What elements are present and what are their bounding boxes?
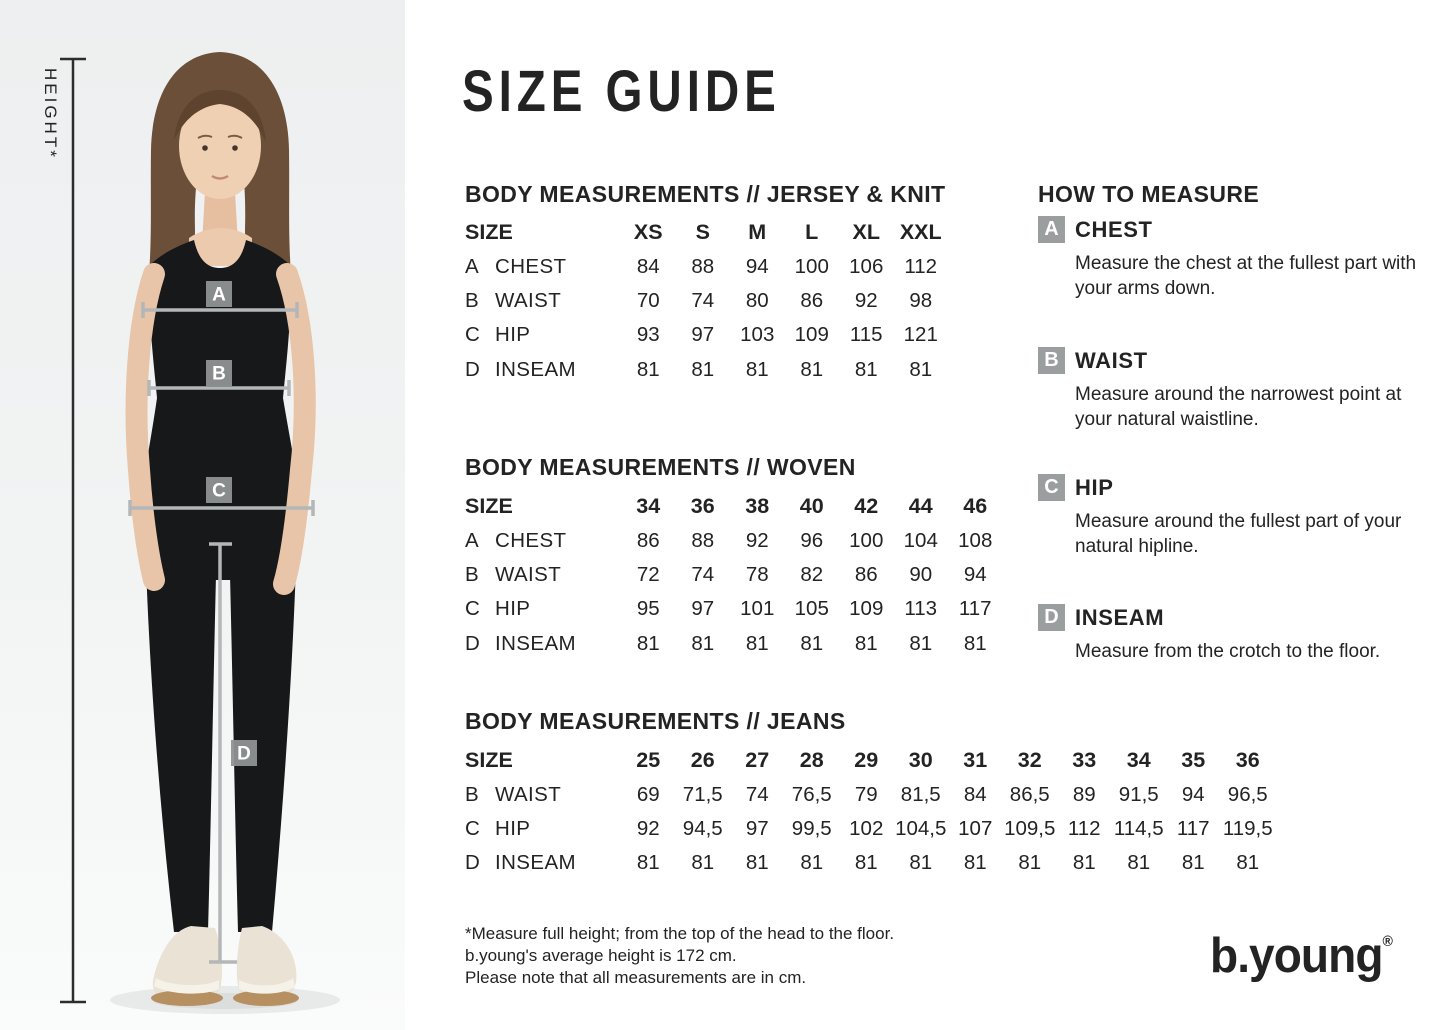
table-cell: 81 [854, 357, 878, 381]
table-cell: 109 [849, 597, 884, 621]
table-cell: 107 [958, 816, 993, 840]
table-cell: 86,5 [1009, 782, 1050, 806]
table-cell: 101 [740, 597, 775, 621]
table-cell: 74 [691, 288, 715, 312]
table-row-letter: D [465, 851, 480, 875]
table-column-header: 31 [963, 747, 988, 772]
table-cell: 81 [636, 357, 660, 381]
table-column-header: 30 [908, 747, 933, 772]
table-cell: 74 [745, 782, 769, 806]
table-cell: 117 [1176, 816, 1210, 840]
table-cell: 81 [909, 357, 933, 381]
table-cell: 94 [1181, 782, 1205, 806]
table-cell: 109 [794, 323, 829, 347]
table-column-header: M [748, 219, 767, 244]
table-column-header: 27 [745, 747, 770, 772]
table-cell: 76,5 [791, 782, 832, 806]
page-title: SIZE GUIDE [462, 59, 781, 124]
table-column-header: 35 [1181, 747, 1206, 772]
table-cell: 86 [800, 288, 824, 312]
table-cell: 81 [1181, 851, 1205, 875]
table-cell: 96 [800, 528, 824, 552]
table-column-header: 34 [1126, 747, 1151, 772]
table-column-header: 25 [636, 747, 661, 772]
table-jersey-knit [465, 215, 948, 387]
table-cell: 104 [903, 528, 938, 552]
table-cell: 94 [745, 254, 769, 278]
table-row-label: WAIST [495, 782, 562, 806]
marker-inseam [231, 740, 257, 766]
how-to-measure-chest [1038, 216, 1445, 346]
table-cell: 81 [745, 631, 769, 655]
table-cell: 94 [963, 562, 987, 586]
table-cell: 81,5 [900, 782, 941, 806]
table-row-letter: D [465, 631, 480, 655]
table-row-label: HIP [495, 816, 531, 840]
table-cell: 104,5 [895, 816, 947, 840]
table-cell: 91,5 [1118, 782, 1159, 806]
table-row-letter: A [465, 528, 479, 552]
table-row-label: WAIST [495, 562, 562, 586]
table-row-letter: C [465, 323, 480, 347]
table-column-header: 38 [745, 493, 770, 518]
table-cell: 105 [794, 597, 829, 621]
table-cell: 71,5 [682, 782, 723, 806]
inseam-letter-badge: D [1038, 604, 1065, 631]
table-cell: 81 [963, 851, 987, 875]
table-cell: 82 [800, 562, 824, 586]
table-cell: 86 [854, 562, 878, 586]
table-cell: 81 [745, 357, 769, 381]
section-title-woven: BODY MEASUREMENTS // WOVEN [465, 454, 856, 480]
table-column-header: 33 [1072, 747, 1097, 772]
table-cell: 81 [909, 631, 933, 655]
svg-text:C: C [212, 480, 226, 502]
table-cell: 81 [691, 357, 715, 381]
table-cell: 100 [794, 254, 829, 278]
registered-trademark-icon: ® [1382, 933, 1393, 950]
table-row-label: CHEST [495, 254, 567, 278]
how-to-measure-hip [1038, 474, 1445, 604]
how-to-measure-waist [1038, 347, 1445, 477]
table-cell: 81 [691, 851, 715, 875]
section-title-jeans: BODY MEASUREMENTS // JEANS [465, 708, 846, 734]
table-cell: 69 [636, 782, 660, 806]
table-cell: 81 [691, 631, 715, 655]
table-cell: 97 [745, 816, 769, 840]
table-cell: 96,5 [1227, 782, 1268, 806]
table-cell: 81 [636, 631, 660, 655]
marker-chest [206, 281, 232, 307]
footnote-units: Please note that all measurements are in cm. [465, 967, 807, 987]
table-cell: 81 [909, 851, 933, 875]
table-cell: 119,5 [1222, 816, 1273, 840]
table-cell: 70 [636, 288, 660, 312]
table-column-header: L [805, 219, 819, 244]
table-cell: 79 [854, 782, 878, 806]
table-row-label: HIP [495, 597, 531, 621]
table-cell: 117 [958, 597, 992, 621]
table-column-header: XXL [899, 219, 942, 244]
table-column-header: 32 [1017, 747, 1042, 772]
table-cell: 95 [636, 597, 660, 621]
table-cell: 113 [904, 597, 938, 621]
table-cell: 99,5 [791, 816, 832, 840]
table-size-header: SIZE [465, 219, 513, 244]
waist-label: WAIST [1075, 348, 1148, 373]
table-cell: 103 [740, 323, 775, 347]
chest-label: CHEST [1075, 217, 1153, 242]
table-cell: 72 [636, 562, 660, 586]
table-cell: 81 [963, 631, 987, 655]
table-cell: 115 [849, 323, 883, 347]
waist-description: Measure around the narrowest point at your natural waistline. [1075, 384, 1402, 430]
table-cell: 121 [903, 323, 938, 347]
table-cell: 112 [1067, 816, 1101, 840]
table-row-letter: B [465, 782, 479, 806]
table-cell: 84 [636, 254, 660, 278]
table-cell: 100 [849, 528, 884, 552]
svg-text:A: A [212, 284, 226, 306]
table-woven [465, 489, 1003, 661]
hip-description: Measure around the fullest part of your natural hipline. [1075, 511, 1402, 557]
section-title-jersey-knit: BODY MEASUREMENTS // JERSEY & KNIT [465, 181, 946, 207]
floor-shadow [110, 986, 340, 1014]
table-cell: 81 [800, 631, 824, 655]
model-photo-illustration [0, 0, 405, 1030]
chest-letter-badge: A [1038, 216, 1065, 243]
table-cell: 81 [1072, 851, 1096, 875]
table-column-header: 34 [636, 493, 661, 518]
table-cell: 93 [636, 323, 660, 347]
table-cell: 88 [691, 528, 715, 552]
marker-waist [206, 360, 232, 386]
table-size-header: SIZE [465, 493, 513, 518]
table-cell: 88 [691, 254, 715, 278]
height-label: HEIGHT* [41, 68, 60, 160]
table-column-header: 44 [908, 493, 933, 518]
table-cell: 102 [849, 816, 884, 840]
table-cell: 109,5 [1004, 816, 1056, 840]
table-cell: 94,5 [682, 816, 723, 840]
table-row-letter: C [465, 597, 480, 621]
table-row-label: CHEST [495, 528, 567, 552]
table-cell: 78 [745, 562, 769, 586]
how-to-measure-title: HOW TO MEASURE [1038, 181, 1260, 207]
table-column-header: 46 [963, 493, 988, 518]
table-jeans [465, 743, 1275, 881]
table-row-label: INSEAM [495, 851, 576, 875]
table-cell: 108 [958, 528, 993, 552]
table-cell: 90 [909, 562, 933, 586]
table-row-label: INSEAM [495, 357, 576, 381]
table-column-header: XL [852, 219, 880, 244]
table-row-letter: C [465, 816, 480, 840]
brand-logo: b.young® [1210, 929, 1393, 983]
table-cell: 81 [1018, 851, 1042, 875]
table-cell: 114,5 [1113, 816, 1164, 840]
table-row-letter: A [465, 254, 479, 278]
table-column-header: 36 [690, 493, 715, 518]
table-column-header: 40 [799, 493, 824, 518]
how-to-measure-inseam [1038, 604, 1445, 734]
table-cell: 81 [1236, 851, 1260, 875]
table-cell: 81 [1127, 851, 1151, 875]
table-size-header: SIZE [465, 747, 513, 772]
table-cell: 112 [904, 254, 938, 278]
svg-text:D: D [237, 743, 251, 765]
table-column-header: 29 [854, 747, 879, 772]
table-column-header: S [695, 219, 710, 244]
table-cell: 74 [691, 562, 715, 586]
model-photo-panel [0, 0, 405, 1030]
hip-letter-badge: C [1038, 474, 1065, 501]
table-cell: 81 [636, 851, 660, 875]
footnote-height: *Measure full height; from the top of the head to the floor. [465, 924, 895, 943]
content-panel [405, 0, 1445, 1030]
table-row-label: INSEAM [495, 631, 576, 655]
marker-hip [206, 477, 232, 503]
table-column-header: 26 [690, 747, 715, 772]
inseam-description: Measure from the crotch to the floor. [1075, 641, 1381, 662]
table-row-letter: B [465, 288, 479, 312]
table-cell: 81 [800, 851, 824, 875]
table-cell: 86 [636, 528, 660, 552]
table-column-header: 42 [854, 493, 879, 518]
table-cell: 84 [963, 782, 987, 806]
table-row-letter: D [465, 357, 480, 381]
table-cell: 89 [1072, 782, 1096, 806]
table-cell: 80 [745, 288, 769, 312]
table-cell: 92 [636, 816, 660, 840]
table-cell: 81 [800, 357, 824, 381]
chest-description: Measure the chest at the fullest part with your arms down. [1075, 253, 1417, 299]
table-row-label: WAIST [495, 288, 562, 312]
footnote-average-height: b.young's average height is 172 cm. [465, 945, 737, 965]
table-cell: 97 [691, 597, 715, 621]
table-cell: 106 [849, 254, 884, 278]
table-cell: 92 [745, 528, 769, 552]
table-row-letter: B [465, 562, 479, 586]
table-column-header: XS [633, 219, 663, 244]
table-cell: 97 [691, 323, 715, 347]
inseam-label: INSEAM [1075, 605, 1165, 630]
table-cell: 81 [745, 851, 769, 875]
table-cell: 98 [909, 288, 933, 312]
hip-label: HIP [1075, 475, 1114, 500]
table-column-header: 36 [1235, 747, 1260, 772]
table-row-label: HIP [495, 323, 531, 347]
table-cell: 81 [854, 851, 878, 875]
footnotes [465, 923, 894, 988]
table-column-header: 28 [799, 747, 824, 772]
waist-letter-badge: B [1038, 347, 1065, 374]
table-cell: 92 [854, 288, 878, 312]
svg-text:B: B [212, 363, 226, 385]
table-cell: 81 [854, 631, 878, 655]
